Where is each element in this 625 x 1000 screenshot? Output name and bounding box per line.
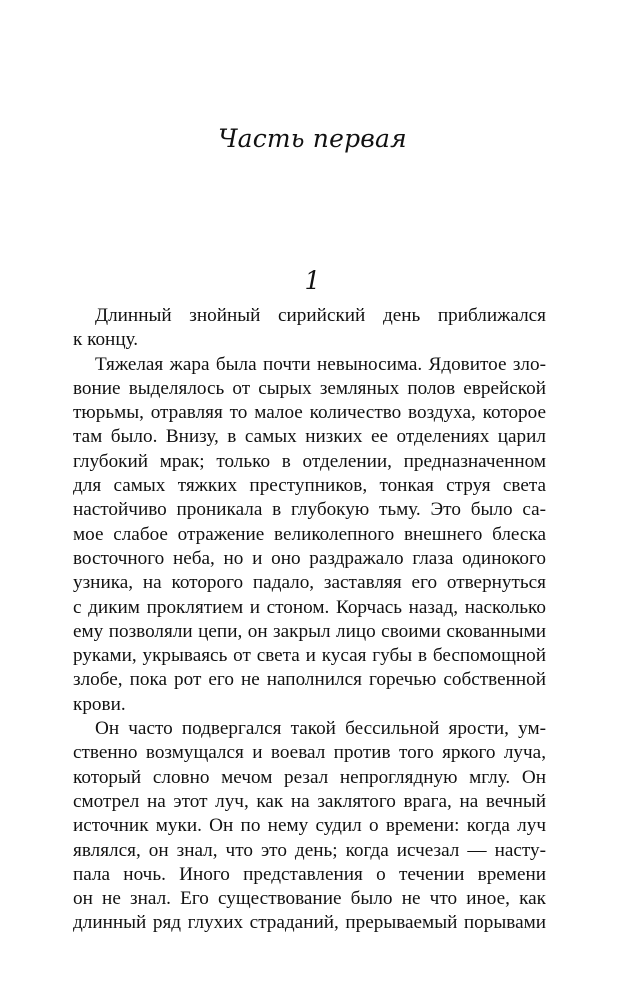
text-line: длинный ряд глухих страданий, прерываемый порывами [73,912,546,934]
text-line: Тяжелая жара была почти невыносима. Ядовитое зло- [95,353,546,375]
text-line: для самых тяжких преступников, тонкая струя света [73,475,546,497]
text-line: являлся, он знал, что это день; когда исчезал — насту- [73,839,546,861]
text-line: там было. Внизу, в самых низких ее отделениях царил [73,426,546,448]
text-line: он не знал. Его существование было не что иное, как [73,888,546,910]
part-title: Часть первая [218,124,407,153]
text-line: смотрел на этот луч, как на заклятого врага, на вечный [73,790,546,812]
text-line: мое слабое отражение великолепного внешнего блеска [73,523,546,545]
paragraph [73,717,546,936]
text-line: источник муки. Он по нему судил о времени: когда луч [73,815,546,837]
text-line: ему позволяли цепи, он закрыл лицо своими скованными [73,620,546,642]
text-line: Он часто подвергался такой бессильной ярости, ум- [95,718,546,740]
chapter-body [73,304,546,936]
text-line: ственно возмущался и воевал против того яркого луча, [73,742,546,764]
text-line: руками, укрываясь от света и кусая губы в беспомощной [73,645,546,667]
paragraph [73,304,546,353]
text-line: с диким проклятием и стоном. Корчась назад, насколько [73,596,546,618]
text-line: воние выделялось от сырых земляных полов еврейской [73,377,546,399]
text-line: настойчиво проникала в глубокую тьму. Это было са- [73,499,546,521]
text-line: который словно мечом резал непроглядную мглу. Он [73,766,546,788]
text-line: узника, на которого падало, заставляя его отвернуться [73,572,546,594]
chapter-number: 1 [304,266,321,295]
text-line: к концу. [73,329,139,351]
text-line: пала ночь. Иного представления о течении времени [73,863,546,885]
text-line: крови. [73,693,126,715]
text-line: тюрьмы, отравляя то малое количество воздуха, которое [73,402,546,424]
text-line: Длинный знойный сирийский день приближался [95,305,546,326]
paragraph [73,353,546,717]
text-line: злобе, пока рот его не наполнился горечью собственной [73,669,546,691]
text-line: глубокий мрак; только в отделении, предназначенном [73,450,546,472]
text-line: восточного неба, но и оно раздражало глаза одинокого [73,547,546,569]
